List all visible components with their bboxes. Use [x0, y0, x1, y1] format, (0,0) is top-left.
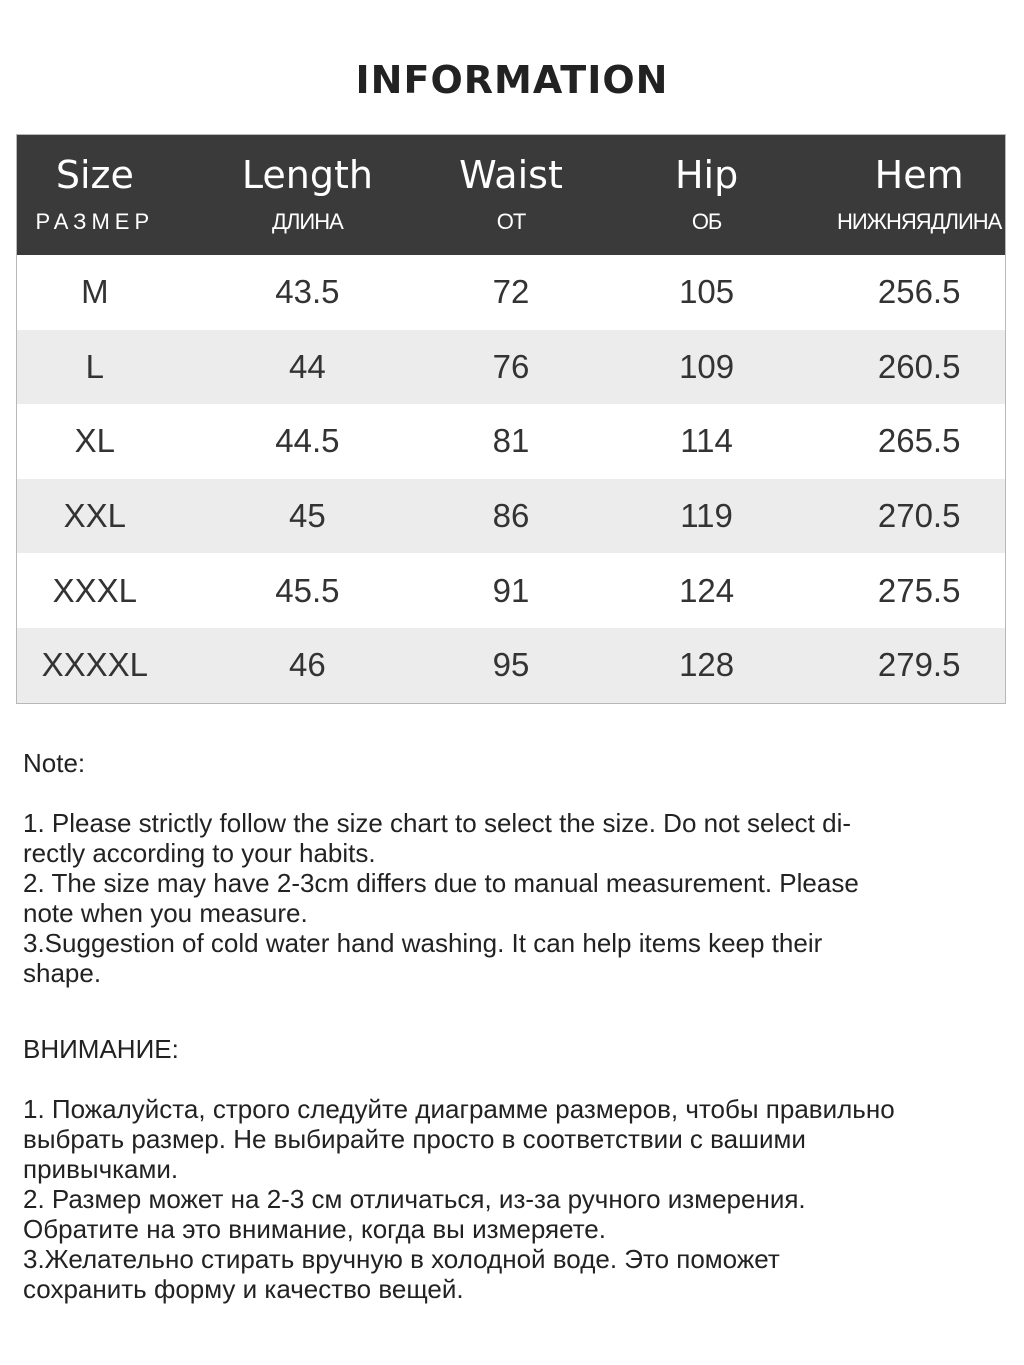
header-hem-en: Hem — [874, 153, 964, 197]
cell-hip: 109 — [679, 347, 735, 385]
header-size-en: Size — [55, 153, 134, 197]
note-line: 3.Suggestion of cold water hand washing. It can help items keep their — [23, 928, 823, 958]
cell-hip: 128 — [679, 646, 735, 684]
cell-length: 46 — [289, 646, 326, 684]
table-row — [17, 553, 1005, 628]
note-english — [23, 748, 993, 988]
note-line: 1. Пожалуйста, строго следуйте диаграмме размеров, чтобы правильно — [23, 1094, 895, 1124]
header-length — [173, 135, 442, 255]
cell-waist: 91 — [492, 571, 530, 609]
cell-hip: 124 — [679, 571, 735, 609]
cell-size: M — [81, 273, 109, 311]
note-heading: Note: — [23, 748, 86, 778]
table-row — [17, 330, 1005, 405]
note-line: rectly according to your habits. — [23, 838, 376, 868]
table-row — [17, 255, 1005, 330]
size-chart-table — [16, 134, 1006, 704]
header-length-ru: ДЛИНА — [272, 209, 343, 234]
header-hip — [580, 135, 833, 255]
header-hip-ru: ОБ — [691, 209, 722, 234]
cell-hem: 275.5 — [877, 571, 961, 609]
note-line: 1. Please strictly follow the size chart to select the size. Do not select di- — [23, 808, 852, 838]
cell-hem: 256.5 — [877, 273, 961, 311]
table-row — [17, 628, 1005, 703]
table-row — [17, 404, 1005, 479]
note-line: 2. The size may have 2-3cm differs due to manual measurement. Please — [23, 868, 859, 898]
cell-hip: 114 — [680, 422, 733, 460]
cell-waist: 76 — [492, 347, 530, 385]
header-hem — [833, 135, 1005, 255]
cell-waist: 86 — [492, 497, 530, 535]
header-size-ru: РАЗМЕР — [35, 209, 155, 234]
cell-hip: 105 — [679, 273, 735, 311]
cell-waist: 72 — [492, 273, 530, 311]
note-line: 2. Размер может на 2-3 см отличаться, из-за ручного измерения. — [23, 1184, 806, 1214]
note-russian — [23, 1034, 993, 1304]
page-title: INFORMATION — [355, 58, 669, 102]
cell-length: 45.5 — [275, 571, 340, 609]
header-hem-ru: НИЖНЯЯДЛИНА — [836, 209, 1002, 234]
header-hip-en: Hip — [674, 153, 739, 197]
table-row — [17, 479, 1005, 554]
cell-length: 43.5 — [275, 273, 340, 311]
cell-size: XXXL — [52, 571, 138, 609]
cell-size: XXL — [63, 497, 127, 535]
note-line: привычками. — [23, 1154, 179, 1184]
note-line: shape. — [23, 958, 102, 988]
header-waist-ru: ОТ — [496, 209, 526, 234]
note-line: Обратите на это внимание, когда вы измеряете. — [23, 1214, 606, 1244]
header-size — [17, 135, 173, 255]
note-line: 3.Желательно стирать вручную в холодной воде. Это поможет — [23, 1244, 780, 1274]
header-length-en: Length — [241, 153, 373, 197]
cell-hem: 260.5 — [877, 347, 961, 385]
cell-size: XL — [74, 422, 116, 460]
cell-waist: 95 — [492, 646, 530, 684]
cell-waist: 81 — [492, 422, 530, 460]
header-waist — [442, 135, 580, 255]
cell-size: L — [85, 347, 105, 385]
cell-hem: 279.5 — [877, 646, 961, 684]
cell-hem: 265.5 — [877, 422, 961, 460]
cell-length: 45 — [289, 497, 326, 535]
note-line: note when you measure. — [23, 898, 308, 928]
note-line: сохранить форму и качество вещей. — [23, 1274, 464, 1304]
cell-length: 44 — [289, 347, 326, 385]
note-line: выбрать размер. Не выбирайте просто в соответствии с вашими — [23, 1124, 806, 1154]
cell-hem: 270.5 — [877, 497, 961, 535]
table-header — [17, 135, 1005, 255]
cell-length: 44.5 — [275, 422, 340, 460]
note-heading: ВНИМАНИЕ: — [23, 1034, 179, 1064]
header-waist-en: Waist — [459, 153, 563, 197]
cell-size: XXXXL — [41, 646, 149, 684]
cell-hip: 119 — [680, 497, 733, 535]
